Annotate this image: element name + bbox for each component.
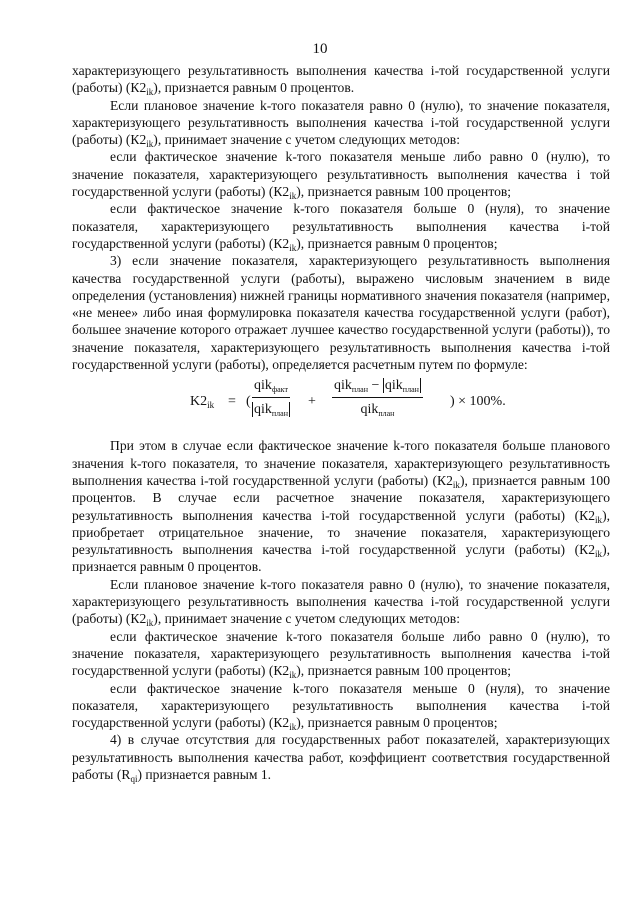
paragraph-10 — [72, 731, 610, 783]
text: ), приобретает отрицательное значение, то значение показателя, характеризующего результативность выполнения качества i-той государственной услуги (работы) (К2 — [72, 507, 610, 558]
paragraph-5: 3) если значение показателя, характеризующего результативность выполнения качества государственной услуги (работы), выражено числовым значением в виде определения (установления) нижней границы нормативного значения показателя (например, «не менее» либо иная формулировка показателя качества государственной услуги (работ), большее значение которого отражает лучшее качество государственной услуги (работы)), то значение показателя, характеризующего результативность выполнения качества i-той государственной услуги (работы), определяется расчетным путем по формуле: — [72, 253, 610, 373]
text: если фактическое значение k-того показателя больше 0 (нуля), то значение показателя, характеризующего результативность выполнения качества i-той государственной услуги (работы) (К2 — [72, 201, 610, 251]
fraction-1-denominator: qik$_{план}$ — [254, 402, 288, 419]
fraction-1 — [252, 377, 290, 419]
formula-close: ) × 100%. — [450, 394, 506, 410]
text: ), принимает значение с учетом следующих методов: — [153, 611, 461, 627]
subscript: ik — [452, 479, 460, 490]
paragraph-6 — [72, 437, 610, 575]
text: ), принимает значение с учетом следующих методов: — [153, 132, 461, 148]
paragraph-8 — [72, 628, 610, 680]
text: ), признается равным 0 процентов. — [72, 542, 610, 575]
document-body — [72, 62, 610, 783]
text: 4) в случае отсутствия для государственных работ показателей, характеризующих результативность выполнения качества работ, коэффициент соответствия государственной работы (R — [72, 732, 610, 782]
text: Если плановое значение k-того показателя равно 0 (нулю), то значение показателя, характеризующего результативность выполнения качества i-той государственной услуги (работы) (К2 — [72, 97, 610, 148]
paragraph-1 — [72, 62, 610, 97]
subscript: ik — [146, 139, 154, 150]
fraction-2 — [332, 377, 423, 419]
subscript: ik — [289, 722, 297, 733]
formula-open-paren: ( — [246, 394, 251, 410]
fraction-1-numerator: qik$_{факт}$ — [252, 377, 290, 398]
fraction-2-denominator: qik$_{план}$ — [360, 402, 395, 419]
text: Если плановое значение k-того показателя равно 0 (нулю), то значение показателя, характеризующего результативность выполнения качества i-той государственной услуги (работы) (К2 — [72, 576, 610, 627]
text: ) признается равным 1. — [137, 766, 272, 782]
subscript: ik — [146, 618, 154, 629]
formula-equals: = — [228, 394, 236, 410]
subscript: ik — [289, 670, 297, 681]
text: При этом в случае если фактическое значение k-того показателя больше планового значения k-того показателя, то значение показателя, характеризующего результативность выполнения качества i-той государственной услуги (работы) (К2 — [72, 438, 610, 488]
text: ), признается равным 100 процентов. В случае если расчетное значение показателя, характеризующего результативность выполнения качества i-той государственной услуги (работы) (К2 — [72, 472, 610, 523]
text: ), признается равным 0 процентов. — [153, 80, 355, 96]
text: ), признается равным 0 процентов; — [296, 235, 498, 251]
paragraph-9 — [72, 680, 610, 732]
text: ), признается равным 100 процентов; — [296, 184, 512, 200]
subscript: ik — [595, 549, 603, 560]
subscript: ik — [595, 514, 603, 525]
text: характеризующего результативность выполнения качества i-той государственной услуги (работы) (К2 — [72, 63, 610, 96]
text: если фактическое значение k-того показателя меньше 0 (нуля), то значение показателя, характеризующего результативность выполнения качества i-той государственной услуги (работы) (К2 — [72, 680, 610, 731]
page-number: 10 — [312, 41, 328, 57]
paragraph-7 — [72, 576, 610, 628]
text: если фактическое значение k-того показателя больше либо равно 0 (нулю), то значение показателя, характеризующего результативность выполнения качества i-той государственной услуги (работы) (К2 — [72, 628, 610, 679]
subscript: ik — [146, 87, 154, 98]
text: если фактическое значение k-того показателя меньше либо равно 0 (нулю), то значение показателя, характеризующего результативность выполнения качества i той государственной услуги (работы) (К2 — [72, 149, 610, 200]
paragraph-4 — [72, 200, 610, 252]
text: ), признается равным 0 процентов; — [296, 715, 498, 731]
subscript: qi — [130, 773, 138, 784]
subscript: ik — [289, 242, 297, 253]
formula-plus: + — [308, 394, 316, 410]
paragraph-2 — [72, 97, 610, 149]
formula — [72, 377, 610, 429]
formula-lhs: $K2_{ik}$ — [190, 394, 215, 411]
text: ), признается равным 100 процентов; — [296, 663, 512, 679]
fraction-2-numerator: qik$_{план}$ − qik$_{план}$ — [332, 377, 423, 398]
subscript: ik — [289, 191, 297, 202]
paragraph-3 — [72, 148, 610, 200]
